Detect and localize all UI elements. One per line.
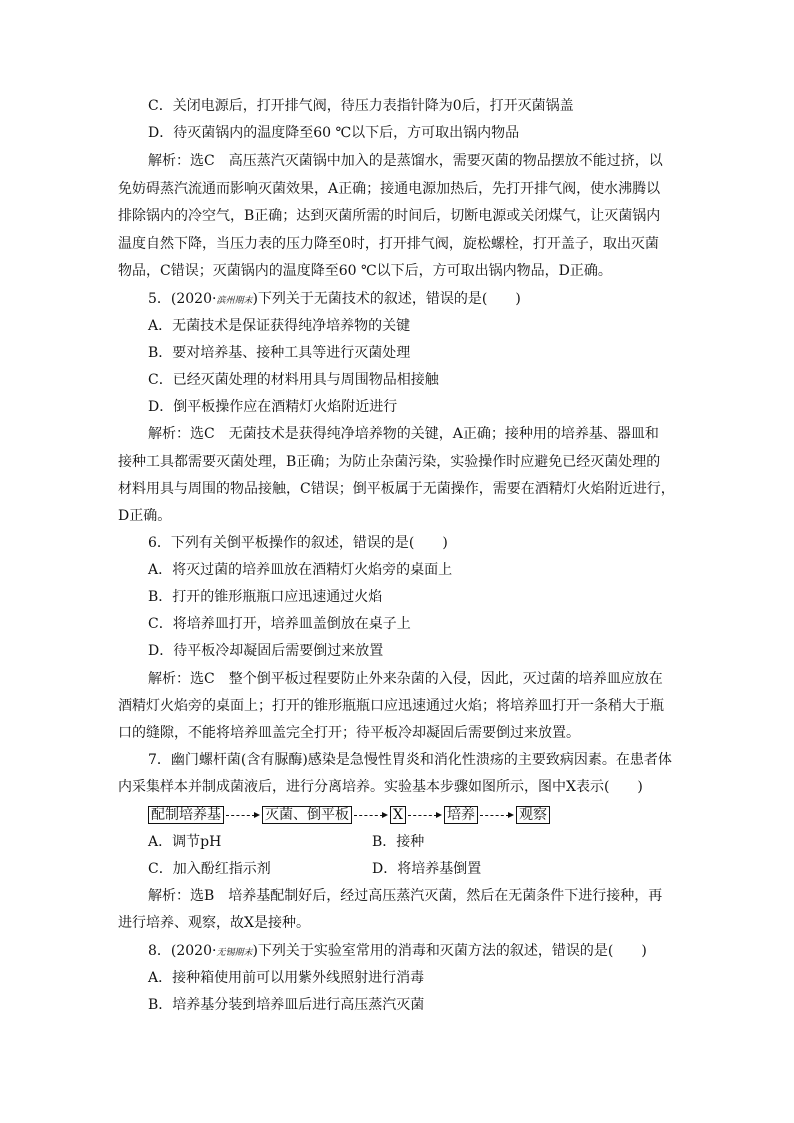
flow-step-culture: 培养 [444, 806, 478, 824]
q5-option-b: B．要对培养基、接种工具等进行灭菌处理 [148, 345, 411, 361]
flow-step-observe: 观察 [516, 806, 550, 824]
flow-step-x: X [390, 806, 406, 824]
q4-option-c: C．关闭电源后，打开排气阀，待压力表指针降为0后，打开灭菌锅盖 [148, 98, 574, 114]
q6-analysis-line: 解析：选C 整个倒平板过程要防止外来杂菌的入侵，因此，灭过菌的培养皿应放在 [148, 671, 663, 687]
q4-analysis-line: 温度自然下降，当压力表的压力降至0时，打开排气阀，旋松螺栓，打开盖子，取出灭菌 [118, 236, 659, 252]
q5-option-c: C．已经灭菌处理的材料用具与周围物品相接触 [148, 372, 439, 388]
q5-option-a: A．无菌技术是保证获得纯净培养物的关键 [148, 318, 411, 334]
q7-analysis-line: 进行培养、观察，故X是接种。 [118, 915, 310, 931]
q7-stem-line: 内采集样本并制成菌液后，进行分离培养。实验基本步骤如图所示，图中X表示( ) [118, 779, 643, 795]
q7-option-c: C．加入酚红指示剂 [148, 861, 271, 877]
q4-option-d: D．待灭菌锅内的温度降至60 ℃以下后，方可取出锅内物品 [148, 125, 520, 141]
q7-flow-diagram [148, 806, 550, 824]
q7-analysis-line: 解析：选B 培养基配制好后，经过高压蒸汽灭菌，然后在无菌条件下进行接种，再 [148, 888, 663, 904]
q5-analysis-line: D正确。 [118, 508, 172, 524]
q5-analysis-line: 接种工具都需要灭菌处理，B正确；为防止杂菌污染，实验操作时应避免已经灭菌处理的 [118, 454, 661, 470]
flow-step-prepare-medium: 配制培养基 [148, 806, 224, 824]
q6-stem: 6．下列有关倒平板操作的叙述，错误的是( ) [148, 535, 448, 551]
q8-source: 无锡期末 [216, 948, 253, 958]
flow-arrow-icon [354, 811, 388, 819]
q5-source: 滨州期末 [216, 296, 253, 306]
q7-stem-line: 7．幽门螺杆菌(含有脲酶)感染是急慢性胃炎和消化性溃疡的主要致病因素。在患者体 [148, 752, 672, 768]
q4-analysis-line: 免妨碍蒸汽流通而影响灭菌效果，A正确；接通电源加热后，先打开排气阀，使水沸腾以 [118, 181, 661, 197]
q7-option-b: B．接种 [372, 834, 425, 850]
q8-number: 8．(2020· [148, 943, 217, 959]
q8-option-b: B．培养基分装到培养皿后进行高压蒸汽灭菌 [148, 997, 425, 1013]
q5-option-d: D．倒平板操作应在酒精灯火焰附近进行 [148, 399, 398, 415]
q8-stem-text: )下列关于实验室常用的消毒和灭菌方法的叙述，错误的是( ) [252, 943, 647, 959]
q6-analysis-line: 口的缝隙，不能将培养皿盖完全打开；待平板冷却凝固后需要倒过来放置。 [118, 725, 580, 741]
q6-option-d: D．待平板冷却凝固后需要倒过来放置 [148, 643, 384, 659]
q5-analysis-line: 材料用具与周围的物品接触，C错误；倒平板属于无菌操作，需要在酒精灯火焰附近进行， [118, 481, 675, 497]
q5-analysis-line: 解析：选C 无菌技术是获得纯净培养物的关键，A正确；接种用的培养基、器皿和 [148, 426, 659, 442]
flow-step-sterilize-pour: 灭菌、倒平板 [262, 806, 352, 824]
q6-option-b: B．打开的锥形瓶瓶口应迅速通过火焰 [148, 589, 383, 605]
q8-stem [148, 942, 647, 962]
q5-stem-text: )下列关于无菌技术的叙述，错误的是( ) [252, 291, 521, 307]
q4-analysis-line: 解析：选C 高压蒸汽灭菌锅中加入的是蒸馏水，需要灭菌的物品摆放不能过挤，以 [148, 153, 663, 169]
q5-number: 5．(2020· [148, 291, 217, 307]
q7-option-a: A．调节pH [148, 834, 222, 850]
q6-analysis-line: 酒精灯火焰旁的桌面上；打开的锥形瓶瓶口应迅速通过火焰；将培养皿打开一条稍大于瓶 [118, 698, 664, 714]
flow-arrow-icon [480, 811, 514, 819]
q8-option-a: A．接种箱使用前可以用紫外线照射进行消毒 [148, 970, 425, 986]
flow-arrow-icon [226, 811, 260, 819]
q6-option-c: C．将培养皿打开，培养皿盖倒放在桌子上 [148, 616, 411, 632]
q5-stem [148, 290, 521, 310]
q4-analysis-line: 排除锅内的冷空气，B正确；达到灭菌所需的时间后，切断电源或关闭煤气，让灭菌锅内 [118, 208, 661, 224]
q6-option-a: A．将灭过菌的培养皿放在酒精灯火焰旁的桌面上 [148, 562, 453, 578]
q7-option-d: D．将培养基倒置 [372, 861, 482, 877]
flow-arrow-icon [408, 811, 442, 819]
q4-analysis-line: 物品，C错误；灭菌锅内的温度降至60 ℃以下后，方可取出锅内物品，D正确。 [118, 263, 612, 279]
